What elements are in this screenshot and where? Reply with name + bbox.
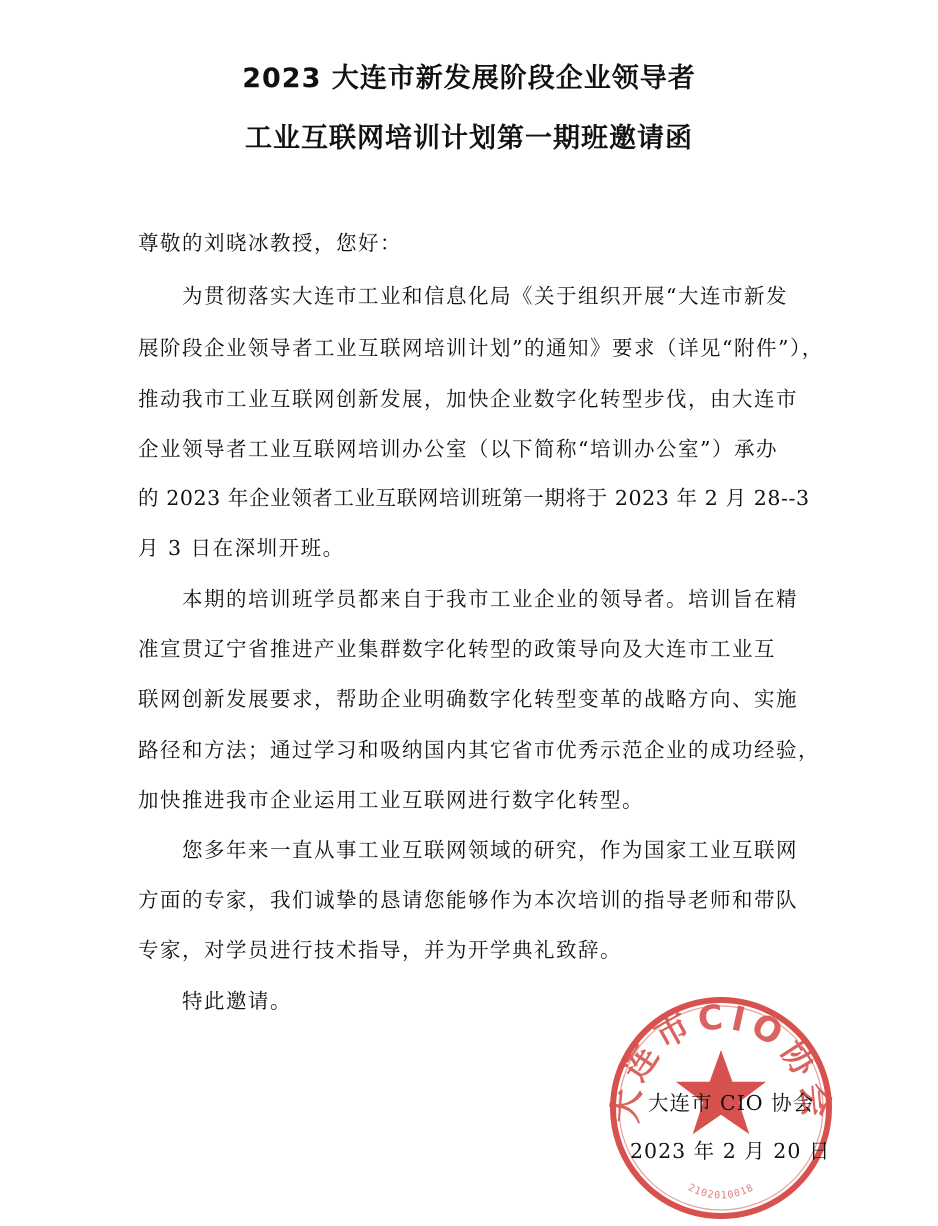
paragraph-line: 的 2023 年企业领者工业互联网培训班第一期将于 2023 年 2 月 28--3 xyxy=(138,486,810,510)
paragraph-line: 联网创新发展要求，帮助企业明确数字化转型变革的战略方向、实施 xyxy=(138,687,798,711)
paragraph-line: 月 3 日在深圳开班。 xyxy=(138,536,345,560)
signature-organization: 大连市 CIO 协会 xyxy=(648,1091,815,1115)
closing-line: 特此邀请。 xyxy=(182,989,292,1013)
paragraph-line: 本期的培训班学员都来自于我市工业企业的领导者。培训旨在精 xyxy=(182,587,798,611)
paragraph-line: 推动我市工业互联网创新发展，加快企业数字化转型步伐，由大连市 xyxy=(138,387,798,411)
signature-date: 2023 年 2 月 20 日 xyxy=(630,1139,831,1163)
paragraph-line: 企业领导者工业互联网培训办公室（以下简称“培训办公室”）承办 xyxy=(138,437,778,461)
paragraph-line: 为贯彻落实大连市工业和信息化局《关于组织开展“大连市新发 xyxy=(182,284,788,308)
paragraph-line: 加快推进我市企业运用工业互联网进行数字化转型。 xyxy=(138,788,644,812)
salutation: 尊敬的刘晓冰教授，您好： xyxy=(138,231,402,255)
letter-title-line-2: 工业互联网培训计划第一期班邀请函 xyxy=(245,123,693,154)
paragraph-line: 您多年来一直从事工业互联网领域的研究，作为国家工业互联网 xyxy=(182,838,798,862)
paragraph-line: 专家，对学员进行技术指导，并为开学典礼致辞。 xyxy=(138,938,622,962)
paragraph-line: 方面的专家，我们诚挚的恳请您能够作为本次培训的指导老师和带队 xyxy=(138,888,798,912)
letter-title-line-1: 2023 大连市新发展阶段企业领导者 xyxy=(242,63,696,94)
seal-number: 2102010018 xyxy=(686,1182,756,1202)
svg-text:2102010018 xyxy=(686,1182,756,1201)
paragraph-line: 路径和方法；通过学习和吸纳国内其它省市优秀示范企业的成功经验， xyxy=(138,738,820,762)
paragraph-line: 展阶段企业领导者工业互联网培训计划”的通知》要求（详见“附件”）， xyxy=(138,336,824,360)
seal-text: 大连市CIO协会 xyxy=(605,997,837,1126)
paragraph-line: 准宣贯辽宁省推进产业集群数字化转型的政策导向及大连市工业互 xyxy=(138,637,776,661)
